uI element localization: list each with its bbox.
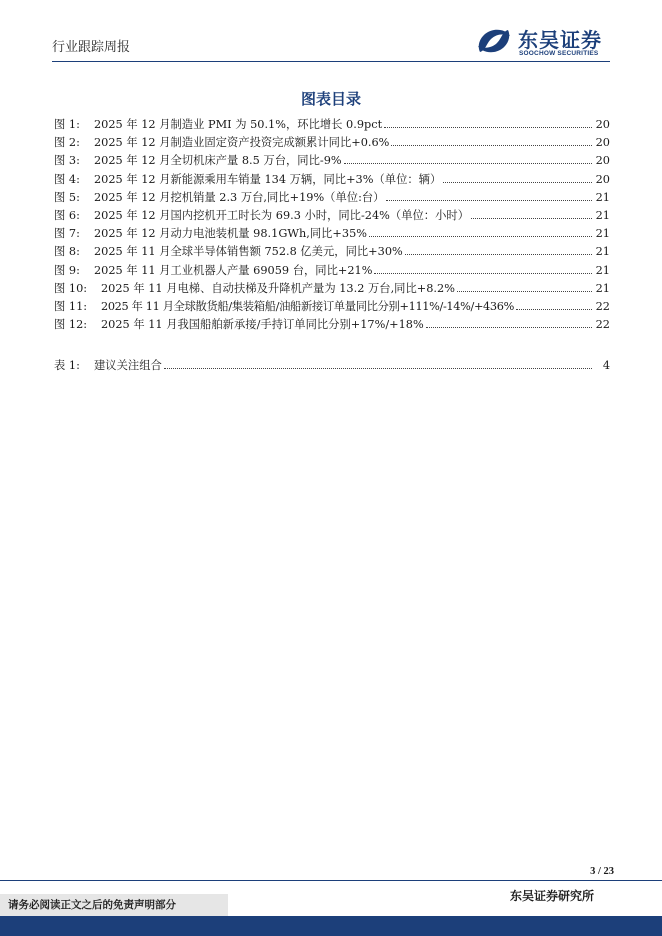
toc-entry-title: 2025 年 12 月制造业 PMI 为 50.1%，环比增长 0.9pct [94, 118, 383, 131]
toc-entry-page: 21 [595, 227, 610, 241]
toc-entry[interactable] [54, 170, 610, 188]
footer-band [0, 916, 662, 936]
brand-name-en: SOOCHOW SECURITIES [519, 50, 599, 57]
footer-divider [0, 880, 662, 881]
toc-entry[interactable] [54, 315, 610, 333]
toc-entry-number: 图 10: [54, 281, 88, 295]
toc-leader [405, 242, 592, 255]
toc-leader [386, 188, 592, 201]
toc-leader [391, 133, 592, 146]
toc-entry[interactable] [54, 133, 610, 151]
toc-entry[interactable] [54, 279, 610, 297]
toc-leader [457, 279, 592, 292]
toc-entry-number: 图 2: [54, 136, 80, 150]
toc-leader [471, 206, 592, 219]
toc-entry[interactable] [54, 188, 610, 206]
disclaimer-notice: 请务必阅读正文之后的免责声明部分 [0, 894, 228, 916]
table-toc-list [54, 356, 610, 374]
toc-leader [344, 151, 592, 164]
toc-entry-page: 20 [595, 118, 610, 131]
toc-entry-title: 2025 年 12 月新能源乘用车销量 134 万辆，同比+3%（单位：辆） [94, 172, 442, 186]
toc-entry-title: 2025 年 11 月我国船舶新承接/手持订单同比分别+17%/+18% [101, 318, 424, 332]
toc-entry-title: 2025 年 12 月国内挖机开工时长为 69.3 小时，同比-24%（单位：小时） [94, 208, 469, 222]
toc-entry-title: 2025 年 11 月全球散货船/集装箱船/油船新接订单量同比分别+111%/-14%/+436% [101, 299, 514, 313]
toc-entry-title: 建议关注组合 [94, 359, 162, 372]
toc-entry[interactable] [54, 297, 610, 315]
toc-entry-page: 21 [595, 245, 610, 259]
toc-entry-page: 20 [595, 136, 610, 150]
toc-entry[interactable] [54, 115, 610, 133]
toc-entry-page: 20 [595, 154, 610, 168]
toc-entry[interactable] [54, 261, 610, 279]
toc-entry-page: 4 [602, 359, 610, 372]
toc-entry-number: 图 7: [54, 227, 80, 241]
toc-entry[interactable] [54, 242, 610, 260]
toc-entry-title: 2025 年 11 月工业机器人产量 69059 台，同比+21% [94, 263, 373, 277]
header-divider [52, 61, 610, 62]
brand-logo [474, 22, 624, 62]
footer-organization: 东吴证券研究所 [510, 889, 595, 903]
toc-leader [516, 297, 592, 310]
toc-entry-number: 图 8: [54, 245, 80, 259]
toc-leader [443, 170, 592, 183]
brand-name-cn: 东吴证券 [518, 28, 602, 52]
toc-entry-page: 21 [595, 263, 610, 277]
toc-entry-page: 22 [595, 299, 610, 313]
toc-entry-number: 表 1: [54, 359, 80, 372]
toc-entry[interactable] [54, 356, 610, 374]
page-indicator: 3 / 23 [590, 866, 614, 877]
toc-leader [164, 356, 592, 369]
toc-entry-number: 图 11: [54, 299, 88, 313]
toc-leader [384, 115, 592, 128]
toc-entry-number: 图 1: [54, 118, 80, 131]
toc-entry-title: 2025 年 12 月全切机床产量 8.5 万台，同比-9% [94, 154, 342, 168]
toc-entry[interactable] [54, 206, 610, 224]
toc-entry-number: 图 3: [54, 154, 80, 168]
toc-entry-number: 图 12: [54, 318, 88, 332]
toc-entry-title: 2025 年 12 月挖机销量 2.3 万台,同比+19%（单位:台） [94, 190, 385, 204]
toc-entry-title: 2025 年 12 月动力电池装机量 98.1GWh,同比+35% [94, 227, 367, 241]
soochow-logo-icon [474, 22, 514, 60]
toc-entry-number: 图 4: [54, 172, 80, 186]
figure-toc-list [54, 115, 610, 333]
toc-title: 图表目录 [300, 90, 361, 108]
toc-entry[interactable] [54, 151, 610, 169]
toc-entry-title: 2025 年 12 月制造业固定资产投资完成额累计同比+0.6% [94, 136, 390, 150]
report-type: 行业跟踪周报 [52, 40, 131, 55]
toc-entry-page: 22 [595, 318, 610, 332]
toc-leader [369, 224, 592, 237]
toc-entry-number: 图 5: [54, 190, 80, 204]
toc-entry-title: 2025 年 11 月全球半导体销售额 752.8 亿美元，同比+30% [94, 245, 403, 259]
toc-leader [374, 261, 592, 274]
toc-entry-title: 2025 年 11 月电梯、自动扶梯及升降机产量为 13.2 万台,同比+8.2% [101, 281, 455, 295]
toc-entry-page: 21 [595, 281, 610, 295]
toc-entry[interactable] [54, 224, 610, 242]
toc-leader [426, 315, 592, 328]
toc-entry-page: 20 [595, 172, 610, 186]
toc-entry-page: 21 [595, 190, 610, 204]
toc-entry-number: 图 6: [54, 208, 80, 222]
toc-entry-page: 21 [595, 208, 610, 222]
toc-entry-number: 图 9: [54, 263, 80, 277]
